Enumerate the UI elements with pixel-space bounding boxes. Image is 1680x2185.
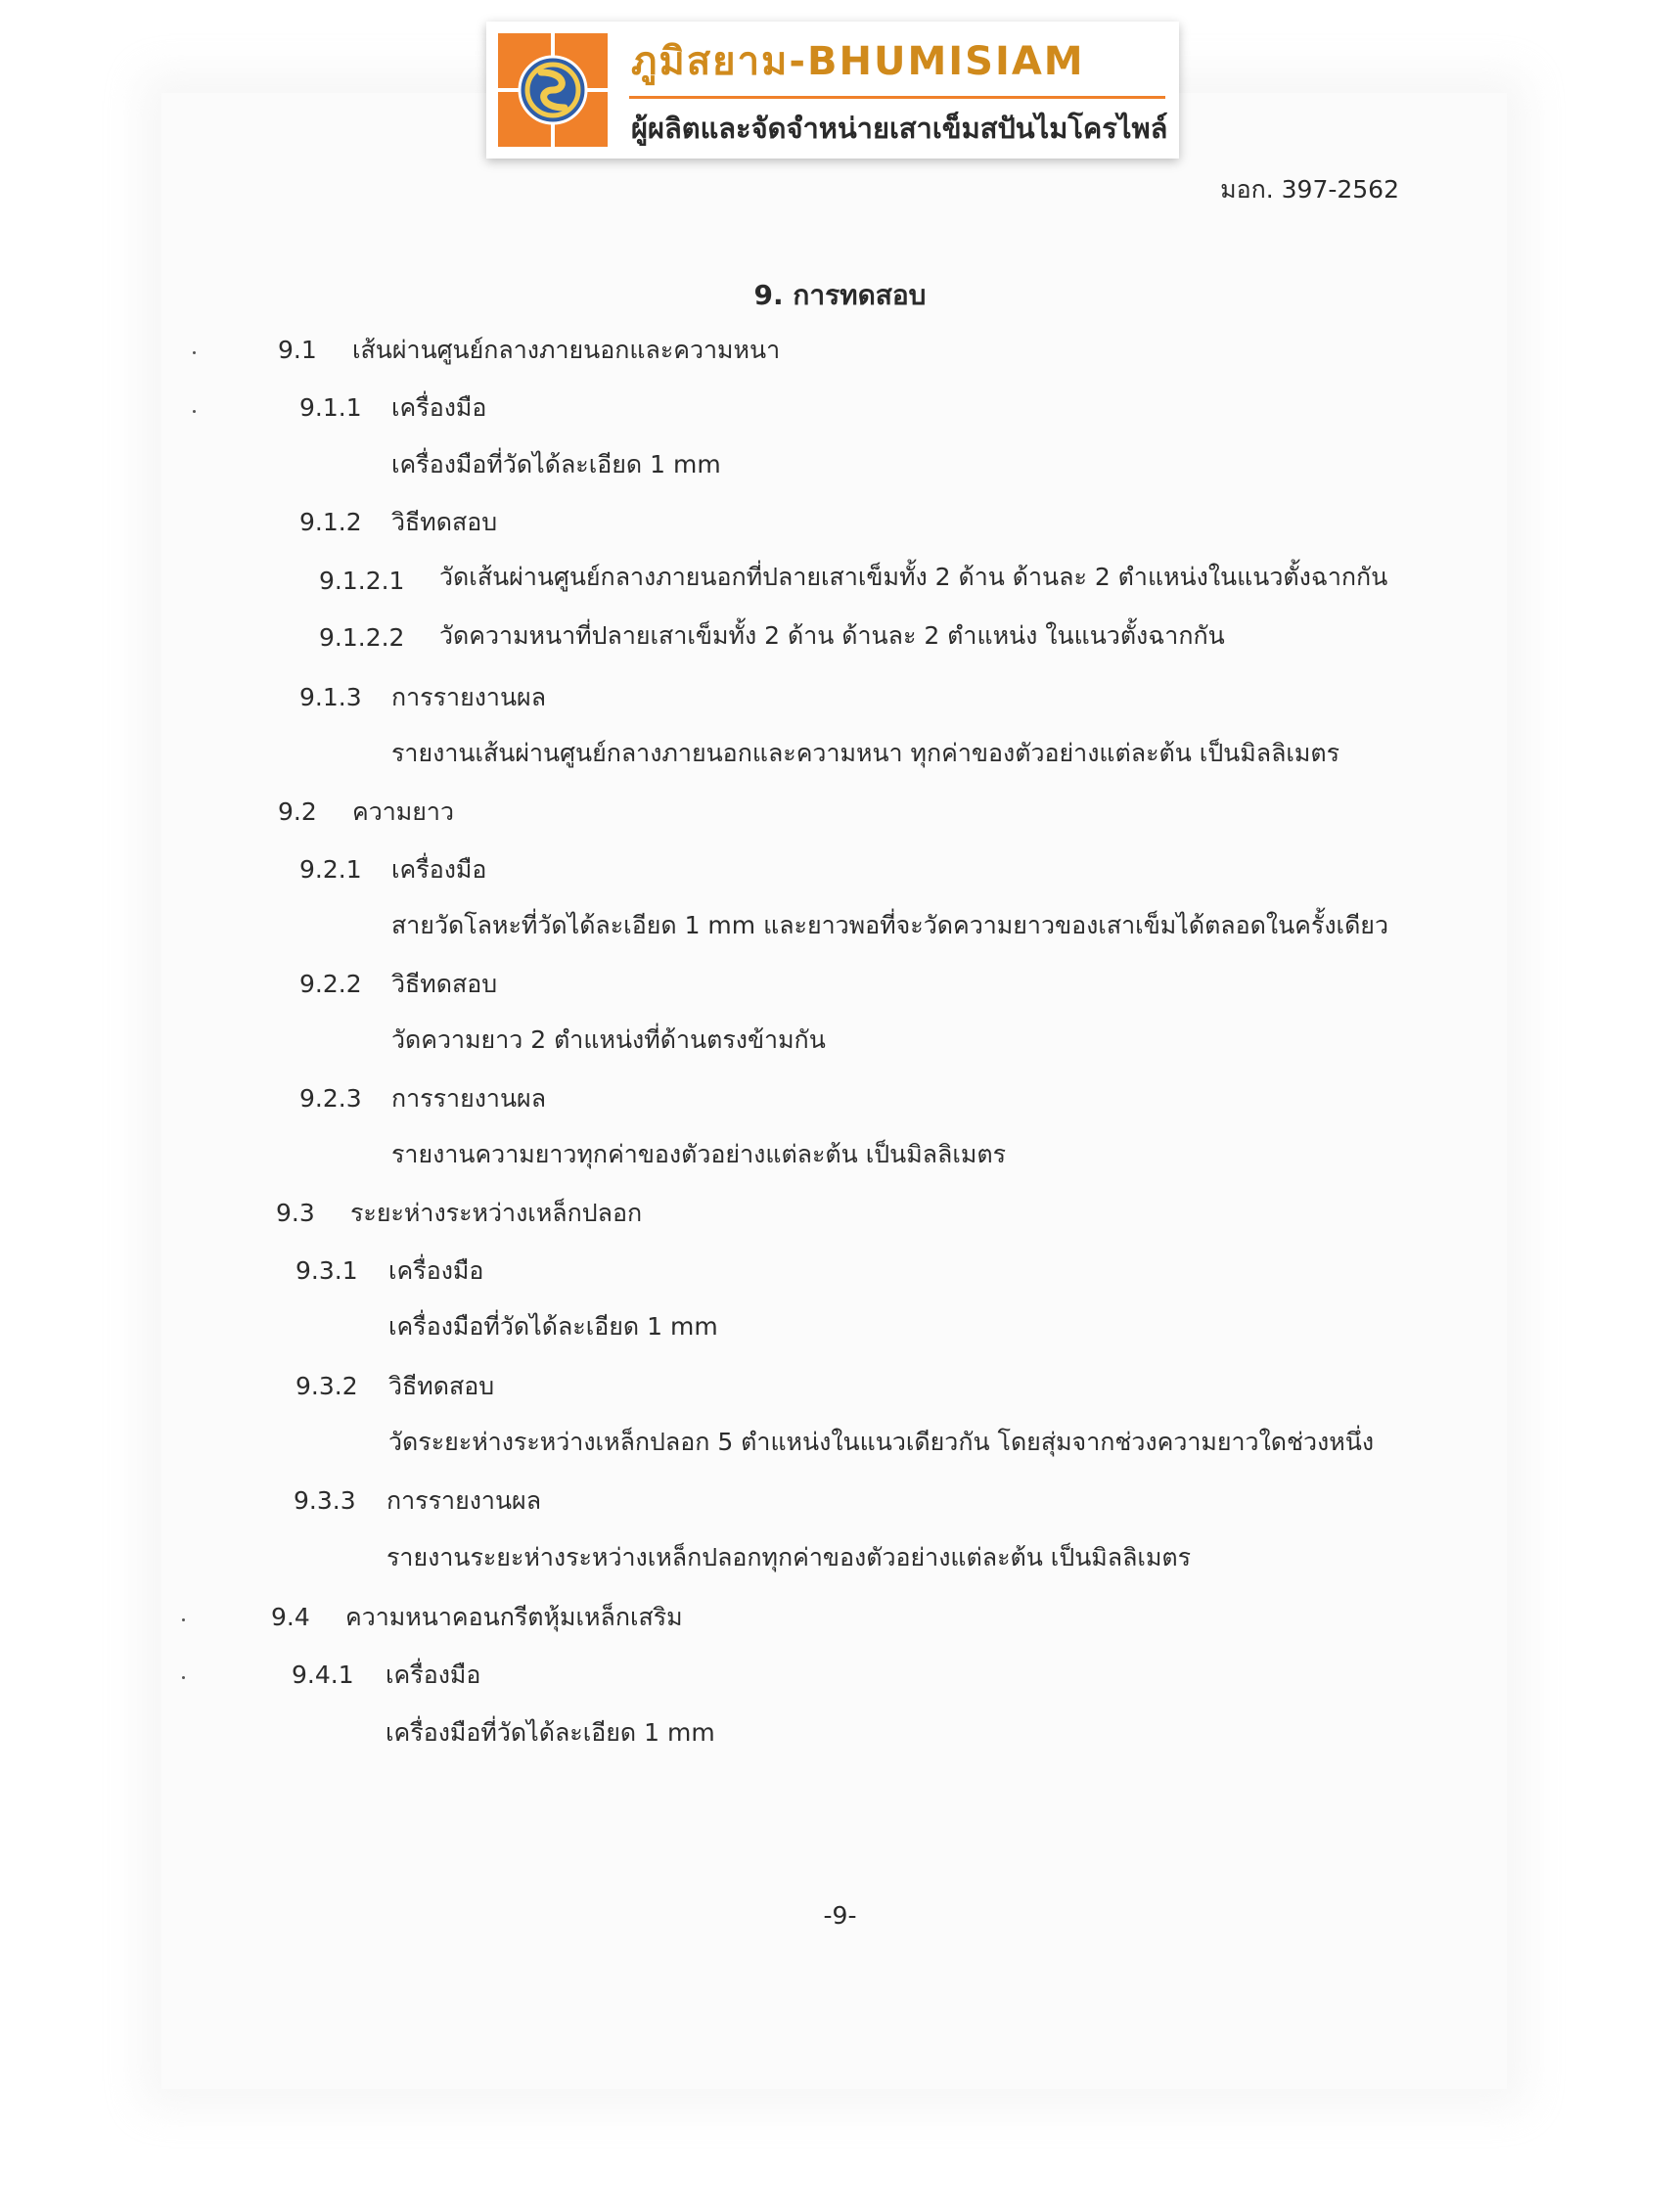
scan-speck (193, 410, 196, 413)
subclause-heading: การรายงานผล (386, 1486, 542, 1515)
subclause-heading: เครื่องมือ (388, 1256, 484, 1285)
subclause-number: 9.4.1 (292, 1661, 354, 1689)
scan-speck (182, 1676, 185, 1679)
brand-name: ภูมิสยาม-BHUMISIAM (631, 39, 1085, 84)
item-number: 9.1.2.2 (319, 623, 405, 652)
subclause-number: 9.2.3 (299, 1084, 362, 1113)
paragraph: เครื่องมือที่วัดได้ละเอียด 1 mm (391, 450, 721, 478)
paragraph: รายงานความยาวทุกค่าของตัวอย่างแต่ละต้น เป็นมิลลิเมตร (391, 1140, 1007, 1168)
paragraph: รายงานระยะห่างระหว่างเหล็กปลอกทุกค่าของตัวอย่างแต่ละต้น เป็นมิลลิเมตร (386, 1543, 1192, 1571)
subclause-heading: วิธีทดสอบ (391, 970, 498, 998)
clause-number: 9.3 (276, 1199, 315, 1227)
paragraph: วัดความยาว 2 ตำแหน่งที่ด้านตรงข้ามกัน (391, 1025, 826, 1054)
clause-heading: ความยาว (352, 797, 455, 826)
subclause-number: 9.3.1 (295, 1256, 358, 1285)
clause-heading: ความหนาคอนกรีตหุ้มเหล็กเสริม (345, 1603, 683, 1631)
paragraph: วัดความหนาที่ปลายเสาเข็มทั้ง 2 ด้าน ด้านละ 2 ตำแหน่ง ในแนวตั้งฉากกัน (439, 621, 1225, 650)
paragraph: สายวัดโลหะที่วัดได้ละเอียด 1 mm และยาวพอที่จะวัดความยาวของเสาเข็มได้ตลอดในครั้งเดียว (391, 911, 1388, 939)
paragraph: วัดเส้นผ่านศูนย์กลางภายนอกที่ปลายเสาเข็มทั้ง 2 ด้าน ด้านละ 2 ตำแหน่งในแนวตั้งฉากกัน (439, 563, 1388, 591)
subclause-number: 9.1.1 (299, 393, 362, 422)
clause-number: 9.1 (278, 336, 317, 364)
section-title: 9. การทดสอบ (753, 279, 927, 311)
subclause-number: 9.2.2 (299, 970, 362, 998)
brand-tagline: ผู้ผลิตและจัดจำหน่ายเสาเข็มสปันไมโครไพล์ (631, 112, 1168, 145)
subclause-heading: วิธีทดสอบ (391, 508, 498, 536)
paragraph: เครื่องมือที่วัดได้ละเอียด 1 mm (386, 1718, 715, 1747)
clause-number: 9.4 (271, 1603, 310, 1631)
subclause-number: 9.2.1 (299, 855, 362, 884)
paragraph: วัดระยะห่างระหว่างเหล็กปลอก 5 ตำแหน่งในแนวเดียวกัน โดยสุ่มจากช่วงความยาวใดช่วงหนึ่ง (388, 1428, 1375, 1456)
subclause-number: 9.1.2 (299, 508, 362, 536)
subclause-heading: เครื่องมือ (386, 1661, 481, 1689)
standard-number: มอก. 397-2562 (1220, 175, 1399, 204)
scan-speck (193, 351, 196, 354)
paragraph: รายงานเส้นผ่านศูนย์กลางภายนอกและความหนา ทุกค่าของตัวอย่างแต่ละต้น เป็นมิลลิเมตร (391, 739, 1340, 767)
brand-banner (486, 22, 1179, 159)
subclause-number: 9.3.2 (295, 1372, 358, 1400)
scan-speck (182, 1618, 185, 1621)
page-number: -9- (823, 1901, 857, 1930)
subclause-heading: การรายงานผล (391, 1084, 547, 1113)
item-number: 9.1.2.1 (319, 567, 405, 595)
subclause-heading: การรายงานผล (391, 683, 547, 711)
banner-divider (629, 96, 1165, 99)
clause-heading: ระยะห่างระหว่างเหล็กปลอก (350, 1199, 643, 1227)
bhumisiam-logo-icon (498, 33, 608, 147)
subclause-number: 9.1.3 (299, 683, 362, 711)
subclause-heading: เครื่องมือ (391, 393, 487, 422)
clause-number: 9.2 (278, 797, 317, 826)
subclause-heading: เครื่องมือ (391, 855, 487, 884)
subclause-number: 9.3.3 (294, 1486, 356, 1515)
subclause-heading: วิธีทดสอบ (388, 1372, 495, 1400)
scanned-page (161, 93, 1507, 2089)
clause-heading: เส้นผ่านศูนย์กลางภายนอกและความหนา (352, 336, 781, 364)
paragraph: เครื่องมือที่วัดได้ละเอียด 1 mm (388, 1312, 718, 1341)
